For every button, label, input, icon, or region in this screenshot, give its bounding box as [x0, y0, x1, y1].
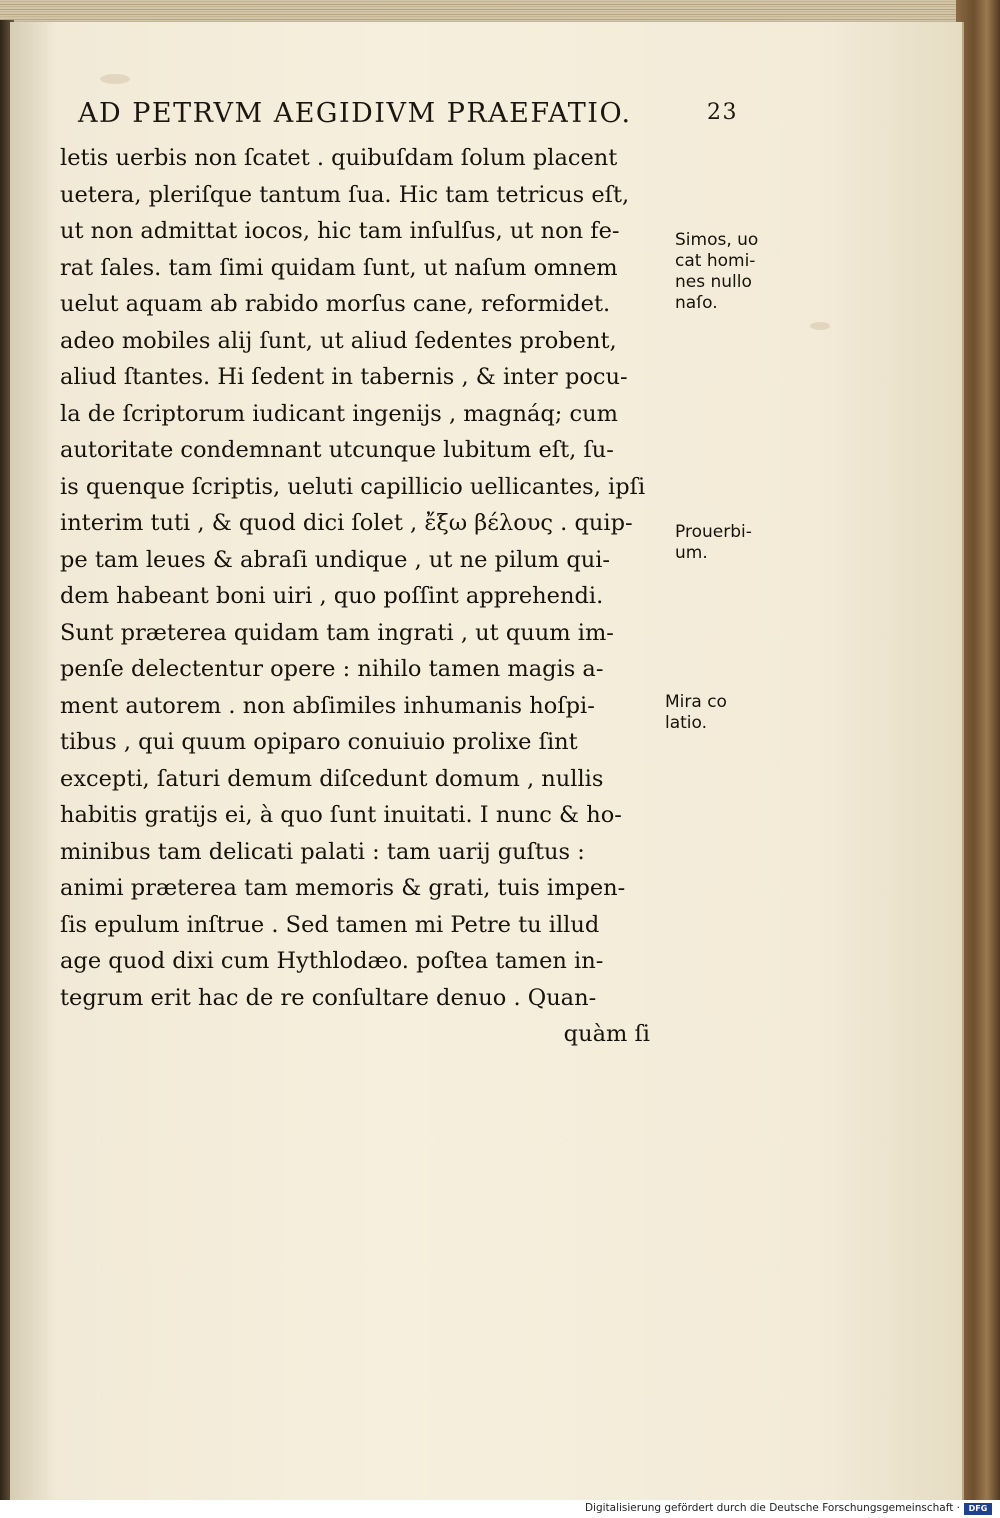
text-line: Sunt præterea quidam tam ingrati , ut quum im- [60, 619, 614, 646]
text-line: is quenque ſcriptis, ueluti capillicio uellicantes, ipſi [60, 473, 646, 500]
text-line: uetera, pleriſque tantum ſua. Hic tam tetricus eſt, [60, 181, 630, 208]
text-line: pe tam leues & abraſi undique , ut ne pilum qui- [60, 546, 611, 573]
text-line: la de ſcriptorum iudicant ingenijs , magnáq; cum [60, 400, 618, 427]
margin-note-line: nes nullo [675, 272, 752, 292]
text-line: age quod dixi cum Hythlodæo. poſtea tamen in- [60, 948, 604, 974]
text-line: penſe delectentur opere : nihilo tamen magis a- [60, 656, 604, 682]
margin-note-simos [675, 230, 758, 314]
text-line: interim tuti , & quod dici ſolet , ἔξω βέλους . quip- [60, 510, 633, 536]
margin-note-line: cat homi- [675, 251, 756, 271]
text-line: letis uerbis non ſcatet . quibuſdam ſolum placent [60, 145, 618, 171]
dfg-logo: DFG [964, 1503, 992, 1515]
text-line: habitis gratijs ei, à quo ſunt inuitati. I nunc & ho- [60, 802, 622, 828]
margin-note-line: um. [675, 543, 708, 563]
text-line: tegrum erit hac de re conſultare denuo . Quan- [60, 984, 597, 1011]
margin-note-line: Mira co [665, 692, 727, 712]
margin-note-line: Prouerbi- [675, 522, 752, 542]
text-line: ſis epulum inſtrue . Sed tamen mi Petre tu illud [60, 911, 600, 938]
text-line: excepti, ſaturi demum diſcedunt domum , nullis [60, 765, 604, 792]
text-line: tibus , qui quum opiparo conuiuio prolixe ſint [60, 729, 578, 755]
paper-stain [810, 322, 830, 330]
running-title: AD PETRVM AEGIDIVM PRAEFATIO. [78, 98, 632, 129]
text-line: adeo mobiles alij ſunt, ut aliud ſedentes probent, [60, 327, 617, 354]
catchword: quàm ſi [563, 1021, 650, 1047]
margin-note-line: Simos, uo [675, 230, 759, 250]
text-line: ut non admittat iocos, hic tam inſulſus, ut non fe- [60, 218, 620, 244]
margin-note-prouerbium [675, 522, 752, 564]
text-line: autoritate condemnant utcunque lubitum eſt, ſu- [60, 437, 614, 463]
text-line: rat ſales. tam ſimi quidam ſunt, ut naſum omnem [60, 254, 618, 281]
running-header [78, 98, 738, 138]
margin-note-line: naſo. [675, 293, 718, 313]
text-line: minibus tam delicati palati : tam uarij guſtus : [60, 838, 585, 865]
paper-stain [100, 74, 130, 84]
folio-number: 23 [707, 100, 738, 125]
main-text-block [60, 140, 670, 1053]
digitization-credit-bar [0, 1500, 1000, 1518]
text-line: animi præterea tam memoris & grati, tuis impen- [60, 875, 626, 901]
margin-note-line: latio. [665, 713, 708, 733]
text-line: uelut aquam ab rabido morſus cane, reformidet. [60, 291, 611, 317]
text-line: aliud ſtantes. Hi ſedent in tabernis , & inter pocu- [60, 364, 628, 390]
text-line: dem habeant boni uiri , quo poſſint apprehendi. [60, 583, 604, 609]
credit-text: Digitalisierung gefördert durch die Deutsche Forschungsgemeinschaft · [584, 1502, 960, 1514]
text-line: ment autorem . non abſimiles inhumanis hoſpi- [60, 692, 595, 719]
margin-note-collatio [665, 692, 727, 734]
